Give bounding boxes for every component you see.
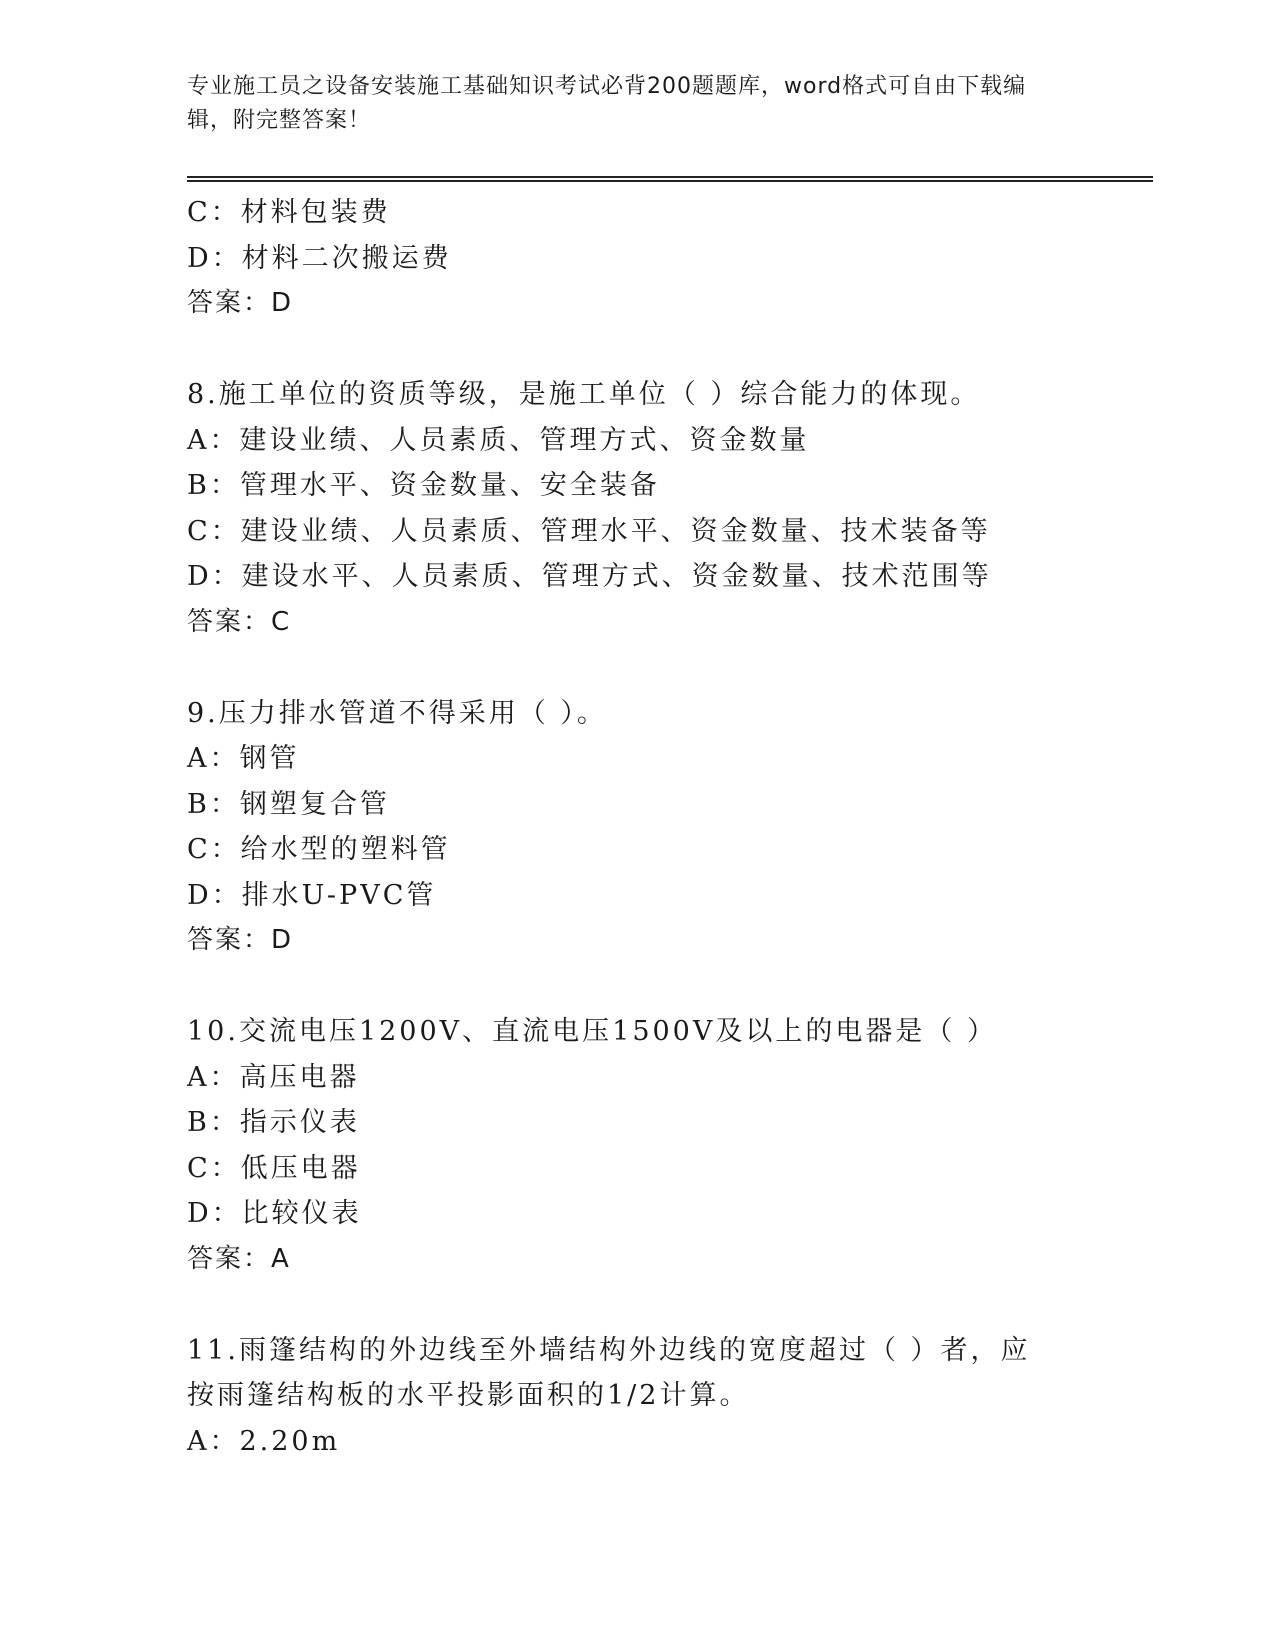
option-d: D：材料二次搬运费 (187, 242, 452, 274)
option-b: B：钢塑复合管 (187, 788, 390, 820)
question-9 (187, 691, 1153, 964)
option-a: A：钢管 (187, 743, 300, 774)
option-a: A：建设业绩、人员素质、管理方式、资金数量 (187, 424, 810, 456)
option-b: B：指示仪表 (187, 1107, 360, 1138)
question-10 (187, 1009, 1153, 1282)
option-c: C：低压电器 (187, 1152, 361, 1184)
option-a: A：高压电器 (187, 1061, 360, 1093)
option-c: C：材料包装费 (187, 197, 391, 228)
question-stem: 8.施工单位的资质等级，是施工单位（ ）综合能力的体现。 (187, 379, 981, 410)
spacer (187, 1282, 1153, 1328)
question-stem: 9.压力排水管道不得采用（ ）。 (187, 697, 607, 729)
question-list (187, 190, 1153, 1464)
question-11 (187, 1328, 1153, 1465)
answer-line: 答案：A (187, 1243, 291, 1274)
option-c: C：给水型的塑料管 (187, 834, 451, 865)
option-b: B：管理水平、资金数量、安全装备 (187, 470, 660, 501)
question-stem: 10.交流电压1200V、直流电压1500V及以上的电器是（ ） (187, 1016, 997, 1047)
option-a: A：2.20m (187, 1425, 341, 1457)
option-d: D：建设水平、人员素质、管理方式、资金数量、技术范围等 (187, 561, 992, 592)
option-d: D：排水U-PVC管 (187, 879, 437, 911)
question-fragment-previous (187, 190, 1153, 327)
answer-line: 答案：D (187, 288, 294, 318)
answer-line: 答案：D (187, 925, 294, 955)
spacer (187, 327, 1153, 373)
question-8 (187, 372, 1153, 645)
spacer (187, 964, 1153, 1010)
answer-line: 答案：C (187, 606, 292, 637)
question-stem: 11.雨篷结构的外边线至外墙结构外边线的宽度超过（ ）者，应按雨篷结构板的水平投影面积的1/2计算。 (187, 1334, 1031, 1411)
option-d: D：比较仪表 (187, 1198, 362, 1229)
option-c: C：建设业绩、人员素质、管理水平、资金数量、技术装备等 (187, 515, 991, 547)
document-title: 专业施工员之设备安装施工基础知识考试必背200题题库，word格式可自由下载编辑，附完整答案！ (187, 74, 1027, 133)
header-double-rule (187, 176, 1153, 182)
spacer (187, 645, 1153, 691)
